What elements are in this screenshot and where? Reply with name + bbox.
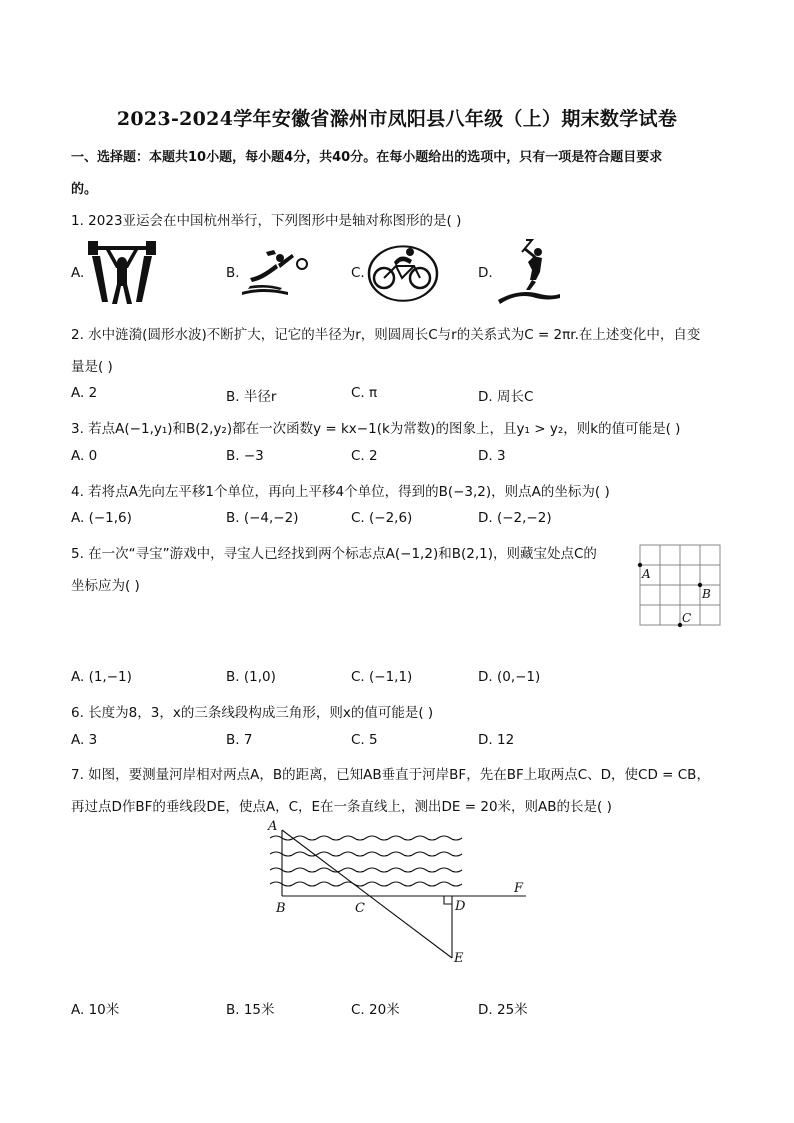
- q5-option-c: C. (−1,1): [351, 669, 413, 685]
- q2-option-c: C. π: [351, 385, 378, 401]
- cycling-icon: [366, 240, 440, 302]
- q5-label-c: C: [682, 611, 692, 625]
- q5-grid-figure: [636, 542, 722, 628]
- q7-option-b: B. 15米: [226, 1002, 275, 1018]
- q2-stem-line1: 2. 水中涟漪(圆形水波)不断扩大，记它的半径为r，则圆周长C与r的关系式为C = 2πr.在上述变化中，自变: [71, 327, 701, 343]
- q5-option-d: D. (0,−1): [478, 669, 541, 685]
- q7-label-e: E: [454, 951, 464, 966]
- q5-option-b: B. (1,0): [226, 669, 276, 685]
- q6-stem: 6. 长度为8，3，x的三条线段构成三角形，则x的值可能是( ): [71, 705, 434, 721]
- q1-option-a-label: A.: [71, 265, 85, 281]
- weightlifting-icon: [86, 238, 158, 306]
- q2-option-b: B. 半径r: [226, 389, 277, 405]
- q4-option-d: D. (−2,−2): [478, 510, 552, 526]
- q3-option-d: D. 3: [478, 448, 506, 464]
- q6-option-b: B. 7: [226, 732, 253, 748]
- q7-label-d: D: [455, 899, 466, 914]
- q6-option-c: C. 5: [351, 732, 378, 748]
- q7-stem-line2: 再过点D作BF的垂线段DE，使点A，C，E在一条直线上，测出DE = 20米，则AB的长是( ): [71, 799, 612, 815]
- q4-option-a: A. (−1,6): [71, 510, 132, 526]
- q1-stem: 1. 2023亚运会在中国杭州举行，下列图形中是轴对称图形的是( ): [71, 213, 462, 229]
- q7-stem-line1: 7. 如图，要测量河岸相对两点A，B的距离，已知AB垂直于河岸BF，先在BF上取两点C、D，使CD = CB，: [71, 767, 710, 783]
- q7-label-f: F: [514, 881, 524, 896]
- q4-option-c: C. (−2,6): [351, 510, 413, 526]
- q7-label-a: A: [268, 819, 278, 834]
- q4-option-b: B. (−4,−2): [226, 510, 299, 526]
- q3-stem: 3. 若点A(−1,y₁)和B(2,y₂)都在一次函数y = kx−1(k为常数)的图象上，且y₁ > y₂，则k的值可能是( ): [71, 421, 681, 437]
- q2-option-a: A. 2: [71, 385, 98, 401]
- volleyball-icon: [238, 244, 312, 300]
- golf-icon: [496, 238, 562, 306]
- q7-river-figure: [262, 816, 538, 968]
- q3-option-b: B. −3: [226, 448, 264, 464]
- q5-label-a: A: [642, 567, 651, 581]
- q2-stem-line2: 量是( ): [71, 359, 113, 375]
- q1-option-b-label: B.: [226, 265, 240, 281]
- section-instructions-cont: 的。: [71, 182, 98, 197]
- q4-stem: 4. 若将点A先向左平移1个单位，再向上平移4个单位，得到的B(−3,2)，则点A的坐标为( ): [71, 484, 610, 500]
- q7-label-c: C: [355, 901, 365, 916]
- q7-option-c: C. 20米: [351, 1002, 400, 1018]
- q3-option-c: C. 2: [351, 448, 378, 464]
- q5-stem-line1: 5. 在一次“寻宝”游戏中，寻宝人已经找到两个标志点A(−1,2)和B(2,1)，则藏宝处点C的: [71, 546, 597, 562]
- q6-option-d: D. 12: [478, 732, 515, 748]
- q7-option-d: D. 25米: [478, 1002, 528, 1018]
- page-title: 2023-2024学年安徽省滁州市凤阳县八年级（上）期末数学试卷: [116, 108, 678, 130]
- q7-option-a: A. 10米: [71, 1002, 120, 1018]
- q2-option-d: D. 周长C: [478, 389, 534, 405]
- q6-option-a: A. 3: [71, 732, 98, 748]
- q7-label-b: B: [276, 901, 286, 916]
- q3-option-a: A. 0: [71, 448, 98, 464]
- q5-label-b: B: [702, 587, 711, 601]
- q5-option-a: A. (1,−1): [71, 669, 132, 685]
- q1-option-d-label: D.: [478, 265, 493, 281]
- section-instructions: 一、选择题：本题共10小题，每小题4分，共40分。在每小题给出的选项中，只有一项是符合题目要求: [71, 150, 663, 165]
- q1-option-c-label: C.: [351, 265, 365, 281]
- q5-stem-line2: 坐标应为( ): [71, 578, 140, 594]
